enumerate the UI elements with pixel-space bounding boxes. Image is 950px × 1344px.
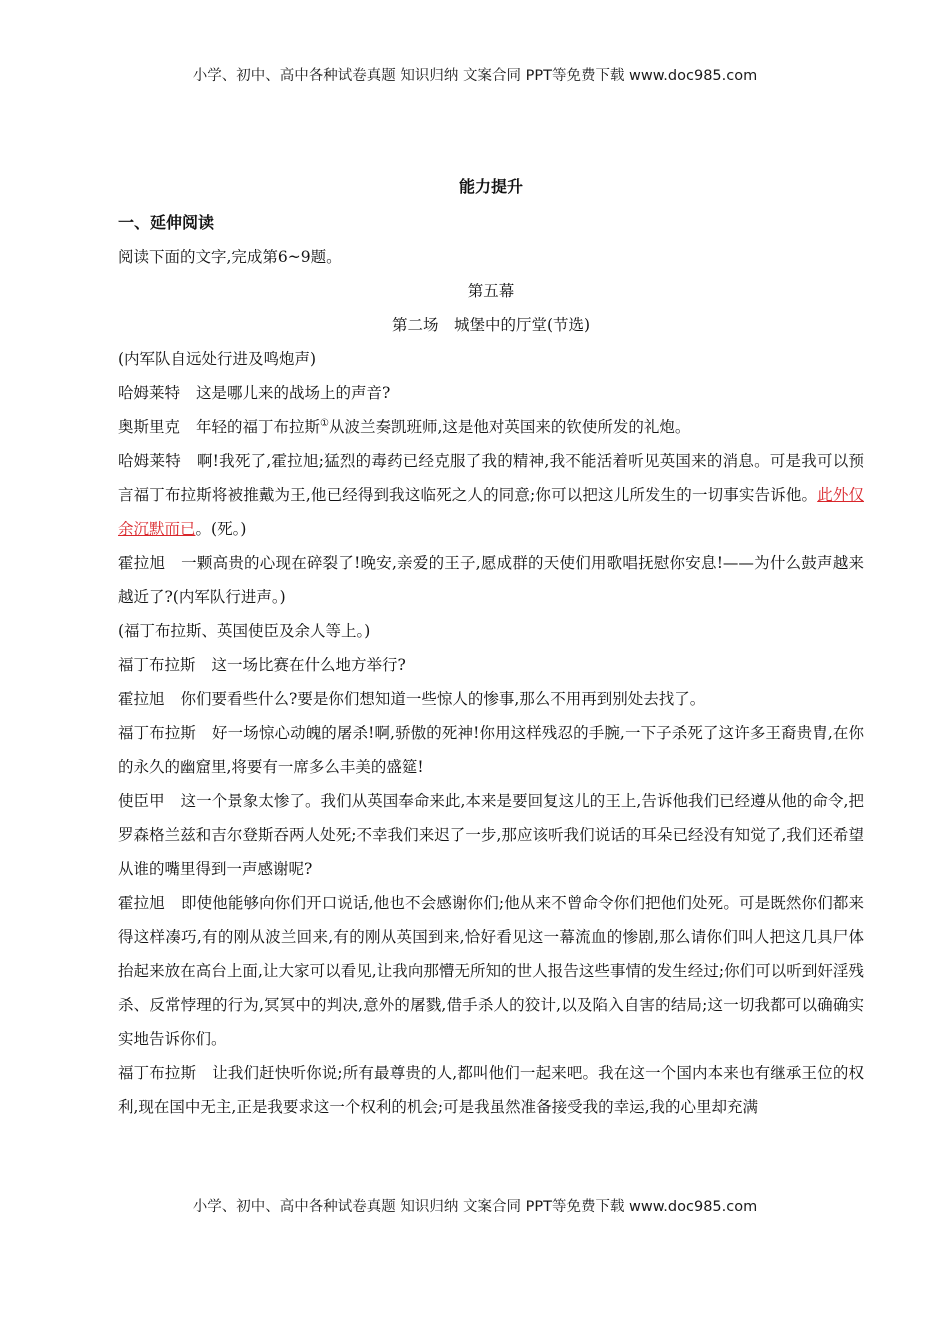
dialogue-text: 啊!我死了,霍拉旭;猛烈的毒药已经克服了我的精神,我不能活着听见英国来的消息。可是我可以预言福丁布拉斯将被推戴为王,他已经得到我这临死之人的同意;你可以把这儿所发生的一切事实告诉他。 — [118, 452, 864, 504]
dialogue-text: 。(死。) — [195, 520, 247, 538]
speaker-name: 哈姆莱特 — [118, 384, 181, 402]
speaker-name: 福丁布拉斯 — [118, 1064, 197, 1082]
stage-direction: (内军队自远处行进及鸣炮声) — [118, 350, 317, 368]
dialogue-text: 一颗高贵的心现在碎裂了!晚安,亲爱的王子,愿成群的天使们用歌唱抚慰你安息!——为什么鼓声越来越近了?(内军队行进声。) — [118, 554, 864, 606]
instruction-text: 阅读下面的文字,完成第6~9题。 — [118, 248, 342, 266]
dialogue-line — [118, 1056, 864, 1124]
scene-heading: 第二场 城堡中的厅堂(节选) — [391, 316, 591, 334]
dialogue-line — [118, 410, 864, 444]
footnote-marker: ① — [320, 417, 329, 429]
section-heading: 一、延伸阅读 — [118, 213, 215, 232]
speaker-name: 霍拉旭 — [118, 690, 165, 708]
dialogue-text: 这是哪儿来的战场上的声音? — [196, 384, 391, 402]
dialogue-text: 让我们赶快听你说;所有最尊贵的人,都叫他们一起来吧。我在这一个国内本来也有继承王位的权利,现在国中无主,正是我要求这一个权利的机会;可是我虽然准备接受我的幸运,我的心里却充满 — [118, 1064, 864, 1116]
speaker-name: 福丁布拉斯 — [118, 656, 196, 674]
dialogue-line — [118, 682, 864, 716]
dialogue-line — [118, 784, 864, 886]
dialogue-text: 这一场比赛在什么地方举行? — [211, 656, 406, 674]
dialogue-text: 好一场惊心动魄的屠杀!啊,骄傲的死神!你用这样残忍的手腕,一下子杀死了这许多王裔贵胄,在你的永久的幽窟里,将要有一席多么丰美的盛筵! — [118, 724, 864, 776]
dialogue-line — [118, 546, 864, 614]
dialogue-line — [118, 716, 864, 784]
dialogue-text: 这一个景象太惨了。我们从英国奉命来此,本来是要回复这儿的王上,告诉他我们已经遵从他的命令,把罗森格兰兹和吉尔登斯吞两人处死;不幸我们来迟了一步,那应该听我们说话的耳朵已经没有知觉了,我们还希望从谁的嘴里得到一声感谢呢? — [118, 792, 864, 878]
dialogue-line — [118, 444, 864, 546]
page-footer: 小学、初中、高中各种试卷真题 知识归纳 文案合同 PPT等免费下载 www.doc985.com — [192, 1199, 758, 1215]
speaker-name: 福丁布拉斯 — [118, 724, 197, 742]
speaker-name: 霍拉旭 — [118, 894, 165, 912]
dialogue-text: 年轻的福丁布拉斯 — [196, 418, 321, 436]
page-title: 能力提升 — [458, 177, 523, 196]
speaker-name: 奥斯里克 — [118, 418, 181, 436]
highlighted-phrase: 此外仅余沉默而已 — [118, 486, 864, 538]
dialogue-text: 从波兰奏凯班师,这是他对英国来的钦使所发的礼炮。 — [329, 418, 691, 436]
dialogue-text: 你们要看些什么?要是你们想知道一些惊人的惨事,那么不用再到别处去找了。 — [180, 690, 706, 708]
stage-direction: (福丁布拉斯、英国使臣及余人等上。) — [118, 622, 371, 640]
dialogue-text: 即使他能够向你们开口说话,他也不会感谢你们;他从来不曾命令你们把他们处死。可是既然你们都来得这样凑巧,有的刚从波兰回来,有的刚从英国到来,恰好看见这一幕流血的惨剧,那么请你们叫人把这几具尸体抬起来放在高台上面,让大家可以看见,让我向那懵无所知的世人报告这些事情的发生经过;你们可以听到奸淫残杀、反常悖理的行为,冥冥中的判决,意外的屠戮,借手杀人的狡计,以及陷入自害的结局;这一切我都可以确确实实地告诉你们。 — [118, 894, 864, 1048]
speaker-name: 霍拉旭 — [118, 554, 166, 572]
document-body — [118, 170, 864, 1124]
page-header: 小学、初中、高中各种试卷真题 知识归纳 文案合同 PPT等免费下载 www.doc985.com — [192, 68, 758, 84]
dialogue-line — [118, 648, 864, 682]
speaker-name: 哈姆莱特 — [118, 452, 181, 470]
act-heading: 第五幕 — [467, 282, 515, 300]
dialogue-line — [118, 886, 864, 1056]
dialogue-line — [118, 376, 864, 410]
speaker-name: 使臣甲 — [118, 792, 165, 810]
